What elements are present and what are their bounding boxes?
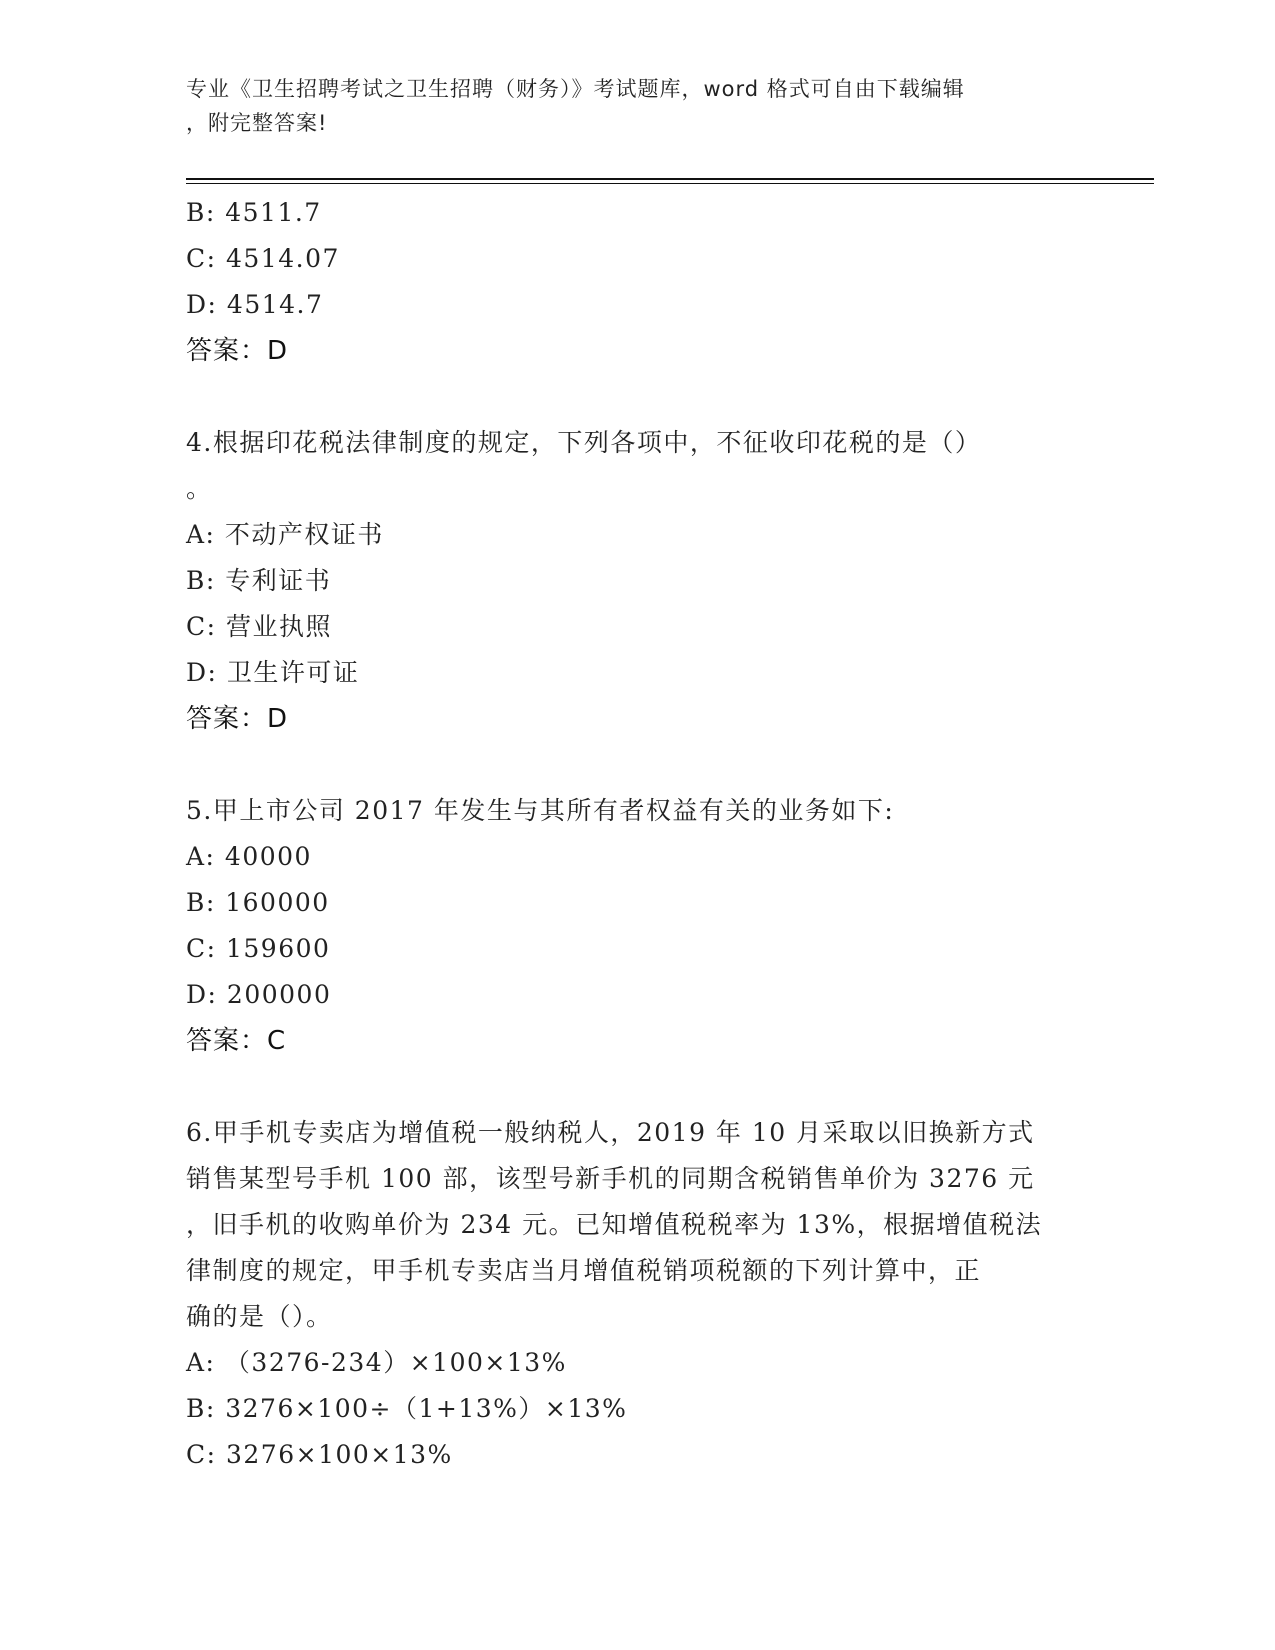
q5-option-a: A: 40000 [186, 842, 312, 871]
header-title-line1: 专业《卫生招聘考试之卫生招聘（财务）》考试题库，word 格式可自由下载编辑 [186, 77, 965, 101]
q6-stem-line5: 确的是（）。 [186, 1302, 333, 1331]
question-list [186, 190, 1086, 1478]
q4-stem-line2: 。 [186, 474, 213, 503]
q5-stem-line1: 5.甲上市公司 2017 年发生与其所有者权益有关的业务如下: [186, 796, 895, 825]
q5-option-c: C: 159600 [186, 934, 331, 963]
q3-option-c: C: 4514.07 [186, 244, 340, 273]
q3-answer: 答案：D [186, 336, 289, 366]
q4-stem-line1: 4.根据印花税法律制度的规定，下列各项中，不征收印花税的是（） [186, 428, 982, 457]
q3-option-b: B: 4511.7 [186, 198, 322, 227]
q6-stem-line3: ，旧手机的收购单价为 234 元。已知增值税税率为 13%，根据增值税法 [186, 1210, 1043, 1239]
q3-option-d: D: 4514.7 [186, 290, 324, 319]
q5-option-b: B: 160000 [186, 888, 330, 917]
q4-option-a: A: 不动产权证书 [186, 520, 384, 549]
q4-option-c: C: 营业执照 [186, 612, 332, 641]
q4-option-b: B: 专利证书 [186, 566, 332, 595]
q5-option-d: D: 200000 [186, 980, 332, 1009]
q6-stem-line2: 销售某型号手机 100 部，该型号新手机的同期含税销售单价为 3276 元 [186, 1164, 1035, 1193]
q6-option-b: B: 3276×100÷（1+13%）×13% [186, 1394, 628, 1423]
header-title-line2: ，附完整答案! [186, 111, 328, 135]
q4-option-d: D: 卫生许可证 [186, 658, 360, 687]
q6-stem-line4: 律制度的规定，甲手机专卖店当月增值税销项税额的下列计算中，正 [186, 1256, 982, 1285]
q5-answer: 答案：C [186, 1026, 287, 1056]
q6-option-a: A: （3276-234）×100×13% [186, 1348, 567, 1377]
header-rule-thin [186, 183, 1154, 184]
header-rule-thick [186, 178, 1154, 180]
q6-option-c: C: 3276×100×13% [186, 1440, 453, 1469]
document-header [186, 72, 1086, 140]
q6-stem-line1: 6.甲手机专卖店为增值税一般纳税人，2019 年 10 月采取以旧换新方式 [186, 1118, 1035, 1147]
q4-answer: 答案：D [186, 704, 289, 734]
